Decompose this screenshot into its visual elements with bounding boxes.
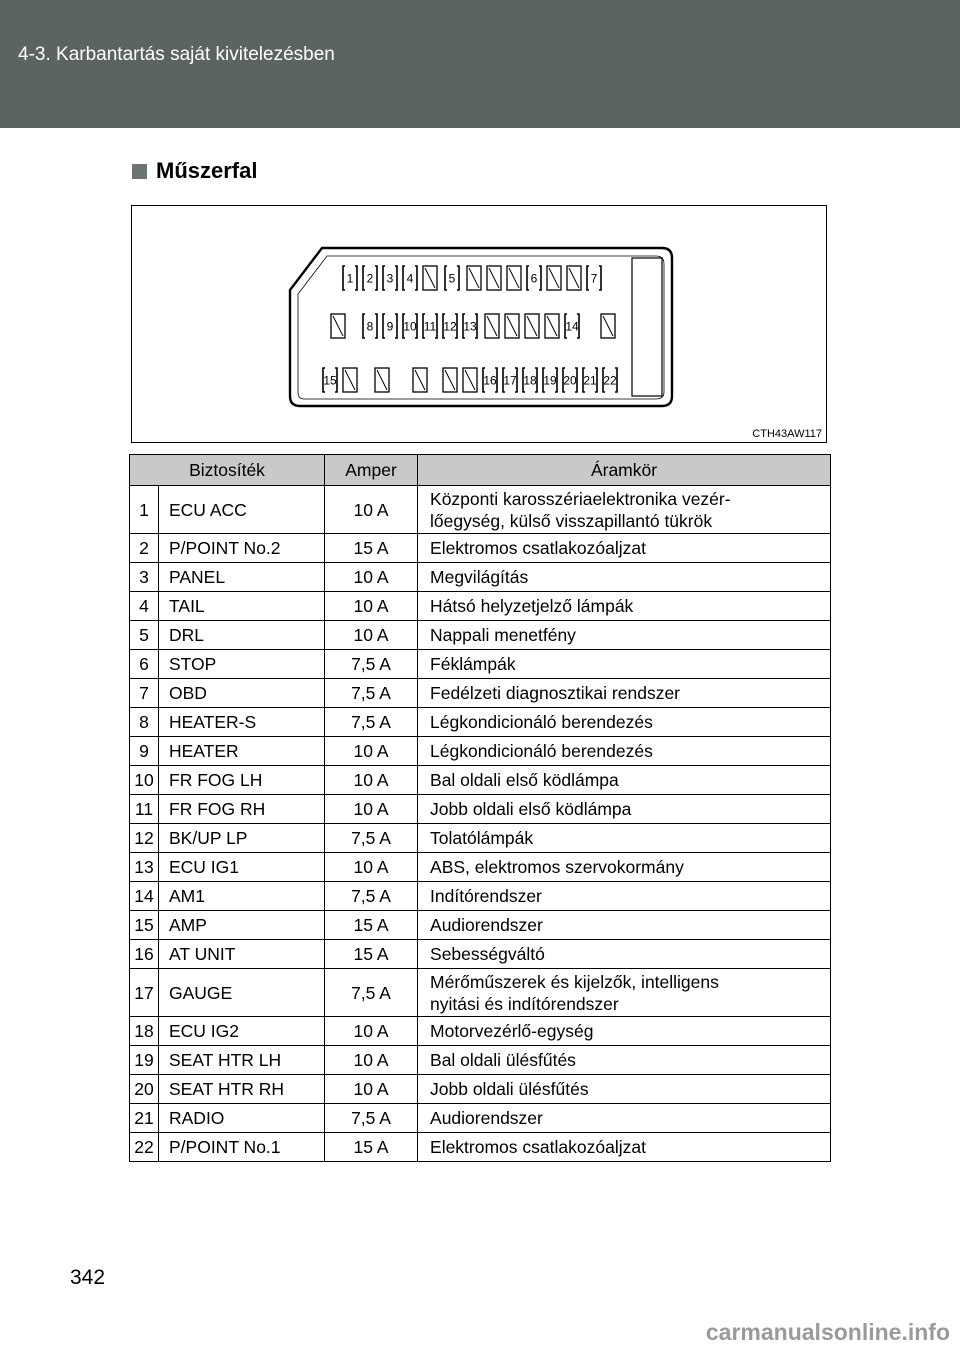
fuse-number: 4 xyxy=(130,592,159,621)
fuse-circuit xyxy=(418,679,831,708)
table-row xyxy=(130,1017,831,1046)
table-row xyxy=(130,563,831,592)
fuse-name: AMP xyxy=(159,911,325,940)
fuse-number: 16 xyxy=(130,940,159,969)
fuse-amper: 7,5 A xyxy=(325,679,418,708)
fuse-number: 1 xyxy=(130,486,159,534)
fuse-amper: 10 A xyxy=(325,766,418,795)
figure-code: CTH43AW117 xyxy=(752,428,822,440)
fuse-box-illustration xyxy=(132,206,826,442)
table-row xyxy=(130,486,831,534)
page-header xyxy=(0,0,960,128)
circuit-line: Megvilágítás xyxy=(430,567,529,587)
fuse-number-label: 6 xyxy=(530,271,538,286)
fuse-number: 8 xyxy=(130,708,159,737)
circuit-line: Jobb oldali ülésfűtés xyxy=(430,1079,589,1099)
fuse-number: 22 xyxy=(130,1133,159,1162)
header-circuit: Áramkör xyxy=(418,455,831,486)
square-bullet-icon xyxy=(132,164,147,179)
section-title: Műszerfal xyxy=(156,158,258,183)
circuit-line: Audiorendszer xyxy=(430,1108,543,1128)
fuse-circuit xyxy=(418,1046,831,1075)
fuse-amper: 15 A xyxy=(325,940,418,969)
table-row xyxy=(130,940,831,969)
table-row xyxy=(130,853,831,882)
fuse-number-label: 20 xyxy=(563,373,577,388)
fuse-number: 15 xyxy=(130,911,159,940)
page-number: 342 xyxy=(70,1266,106,1289)
circuit-line: Mérőműszerek és kijelzők, intelligens xyxy=(430,971,719,992)
circuit-line: Audiorendszer xyxy=(430,915,543,935)
fuse-amper: 10 A xyxy=(325,795,418,824)
fuse-number: 20 xyxy=(130,1075,159,1104)
fuse-amper: 7,5 A xyxy=(325,650,418,679)
fuse-box-cover-panel xyxy=(632,258,662,396)
fuse-table xyxy=(129,454,831,1162)
circuit-line: Motorvezérlő-egység xyxy=(430,1021,594,1041)
table-row xyxy=(130,911,831,940)
fuse-amper: 10 A xyxy=(325,592,418,621)
fuse-number: 11 xyxy=(130,795,159,824)
fuse-box-diagram xyxy=(131,205,827,443)
table-row xyxy=(130,621,831,650)
fuse-circuit xyxy=(418,969,831,1017)
fuse-number-label: 3 xyxy=(386,271,394,286)
fuse-amper: 10 A xyxy=(325,1075,418,1104)
fuse-name: FR FOG LH xyxy=(159,766,325,795)
fuse-name: RADIO xyxy=(159,1104,325,1133)
fuse-name: AM1 xyxy=(159,882,325,911)
fuse-number-label: 4 xyxy=(406,271,414,286)
fuse-name: SEAT HTR LH xyxy=(159,1046,325,1075)
fuse-circuit xyxy=(418,795,831,824)
fuse-number: 6 xyxy=(130,650,159,679)
fuse-amper: 10 A xyxy=(325,563,418,592)
fuse-number-label: 17 xyxy=(503,373,517,388)
fuse-circuit xyxy=(418,708,831,737)
circuit-line: Fedélzeti diagnosztikai rendszer xyxy=(430,683,681,703)
circuit-line: Légkondicionáló berendezés xyxy=(430,712,653,732)
fuse-circuit xyxy=(418,486,831,534)
header-fuse: Biztosíték xyxy=(130,455,325,486)
circuit-line: Elektromos csatlakozóaljzat xyxy=(430,1137,646,1157)
fuse-circuit xyxy=(418,824,831,853)
table-row xyxy=(130,824,831,853)
fuse-name: ECU IG2 xyxy=(159,1017,325,1046)
circuit-line: Jobb oldali első ködlámpa xyxy=(430,799,632,819)
fuse-name: GAUGE xyxy=(159,969,325,1017)
fuse-number-label: 1 xyxy=(346,271,354,286)
circuit-line: Központi karosszériaelektronika vezér- xyxy=(430,488,731,509)
fuse-amper: 7,5 A xyxy=(325,824,418,853)
fuse-name: ECU IG1 xyxy=(159,853,325,882)
fuse-number-label: 11 xyxy=(423,319,437,334)
circuit-line: Elektromos csatlakozóaljzat xyxy=(430,538,646,558)
fuse-number-label: 18 xyxy=(523,373,537,388)
fuse-table-body xyxy=(130,486,831,1162)
fuse-circuit xyxy=(418,940,831,969)
fuse-name: HEATER xyxy=(159,737,325,766)
fuse-amper: 10 A xyxy=(325,737,418,766)
header-amper: Amper xyxy=(325,455,418,486)
fuse-number-label: 22 xyxy=(603,373,617,388)
fuse-number: 3 xyxy=(130,563,159,592)
fuse-number: 9 xyxy=(130,737,159,766)
fuse-circuit xyxy=(418,534,831,563)
fuse-amper: 7,5 A xyxy=(325,708,418,737)
table-row xyxy=(130,1075,831,1104)
fuse-number: 21 xyxy=(130,1104,159,1133)
fuse-amper: 10 A xyxy=(325,1017,418,1046)
table-row xyxy=(130,969,831,1017)
circuit-line: ABS, elektromos szervokormány xyxy=(430,857,684,877)
fuse-circuit xyxy=(418,1017,831,1046)
table-row xyxy=(130,679,831,708)
fuse-amper: 10 A xyxy=(325,1046,418,1075)
fuse-circuit xyxy=(418,911,831,940)
circuit-line: nyitási és indítórendszer xyxy=(430,993,619,1014)
fuse-name: PANEL xyxy=(159,563,325,592)
fuse-name: BK/UP LP xyxy=(159,824,325,853)
fuse-number-label: 2 xyxy=(366,271,374,286)
table-row xyxy=(130,795,831,824)
fuse-name: OBD xyxy=(159,679,325,708)
fuse-amper: 15 A xyxy=(325,534,418,563)
fuse-circuit xyxy=(418,882,831,911)
fuse-name: SEAT HTR RH xyxy=(159,1075,325,1104)
fuse-circuit xyxy=(418,650,831,679)
fuse-name: P/POINT No.1 xyxy=(159,1133,325,1162)
circuit-line: Indítórendszer xyxy=(430,886,542,906)
fuse-number-label: 10 xyxy=(403,319,417,334)
fuse-circuit xyxy=(418,592,831,621)
fuse-amper: 7,5 A xyxy=(325,969,418,1017)
fuse-number-label: 5 xyxy=(448,271,456,286)
fuse-amper: 7,5 A xyxy=(325,1104,418,1133)
fuse-number: 13 xyxy=(130,853,159,882)
watermark: carmanualsonline.info xyxy=(705,1319,950,1345)
table-row xyxy=(130,592,831,621)
section-heading xyxy=(132,158,257,184)
circuit-line: Sebességváltó xyxy=(430,944,545,964)
fuse-number-label: 13 xyxy=(463,319,477,334)
fuse-number: 12 xyxy=(130,824,159,853)
fuse-number: 10 xyxy=(130,766,159,795)
fuse-number: 17 xyxy=(130,969,159,1017)
fuse-name: FR FOG RH xyxy=(159,795,325,824)
table-row xyxy=(130,534,831,563)
table-row xyxy=(130,708,831,737)
fuse-number-label: 19 xyxy=(543,373,557,388)
table-row xyxy=(130,1104,831,1133)
fuse-number-label: 7 xyxy=(590,271,598,286)
fuse-number: 18 xyxy=(130,1017,159,1046)
fuse-circuit xyxy=(418,563,831,592)
table-row xyxy=(130,882,831,911)
circuit-line: Bal oldali ülésfűtés xyxy=(430,1050,576,1070)
fuse-number: 19 xyxy=(130,1046,159,1075)
fuse-number: 7 xyxy=(130,679,159,708)
fuse-number: 2 xyxy=(130,534,159,563)
table-header-row xyxy=(130,455,831,486)
table-row xyxy=(130,737,831,766)
fuse-amper: 15 A xyxy=(325,911,418,940)
fuse-number-label: 15 xyxy=(323,373,337,388)
fuse-name: ECU ACC xyxy=(159,486,325,534)
circuit-line: Hátsó helyzetjelző lámpák xyxy=(430,596,634,616)
fuse-number: 5 xyxy=(130,621,159,650)
fuse-number-label: 8 xyxy=(366,319,374,334)
fuse-amper: 7,5 A xyxy=(325,882,418,911)
fuse-circuit xyxy=(418,737,831,766)
fuse-circuit xyxy=(418,853,831,882)
circuit-line: lőegység, külső visszapillantó tükrök xyxy=(430,510,713,531)
fuse-name: DRL xyxy=(159,621,325,650)
table-row xyxy=(130,650,831,679)
circuit-line: Féklámpák xyxy=(430,654,516,674)
fuse-circuit xyxy=(418,1133,831,1162)
fuse-circuit xyxy=(418,621,831,650)
fuse-name: HEATER-S xyxy=(159,708,325,737)
table-row xyxy=(130,1046,831,1075)
fuse-amper: 10 A xyxy=(325,486,418,534)
table-row xyxy=(130,1133,831,1162)
circuit-line: Légkondicionáló berendezés xyxy=(430,741,653,761)
fuse-number-label: 21 xyxy=(583,373,597,388)
table-row xyxy=(130,766,831,795)
fuse-circuit xyxy=(418,766,831,795)
fuse-circuit xyxy=(418,1104,831,1133)
circuit-line: Tolatólámpák xyxy=(430,828,534,848)
fuse-name: P/POINT No.2 xyxy=(159,534,325,563)
fuse-number-label: 14 xyxy=(565,319,579,334)
fuse-name: TAIL xyxy=(159,592,325,621)
fuse-number: 14 xyxy=(130,882,159,911)
fuse-number-label: 16 xyxy=(483,373,497,388)
fuse-amper: 10 A xyxy=(325,853,418,882)
fuse-number-label: 12 xyxy=(443,319,457,334)
circuit-line: Nappali menetfény xyxy=(430,625,576,645)
fuse-circuit xyxy=(418,1075,831,1104)
fuse-number-label: 9 xyxy=(386,319,394,334)
circuit-line: Bal oldali első ködlámpa xyxy=(430,770,619,790)
fuse-amper: 15 A xyxy=(325,1133,418,1162)
fuse-name: AT UNIT xyxy=(159,940,325,969)
header-title: 4-3. Karbantartás saját kivitelezésben xyxy=(18,44,335,65)
fuse-name: STOP xyxy=(159,650,325,679)
fuse-amper: 10 A xyxy=(325,621,418,650)
